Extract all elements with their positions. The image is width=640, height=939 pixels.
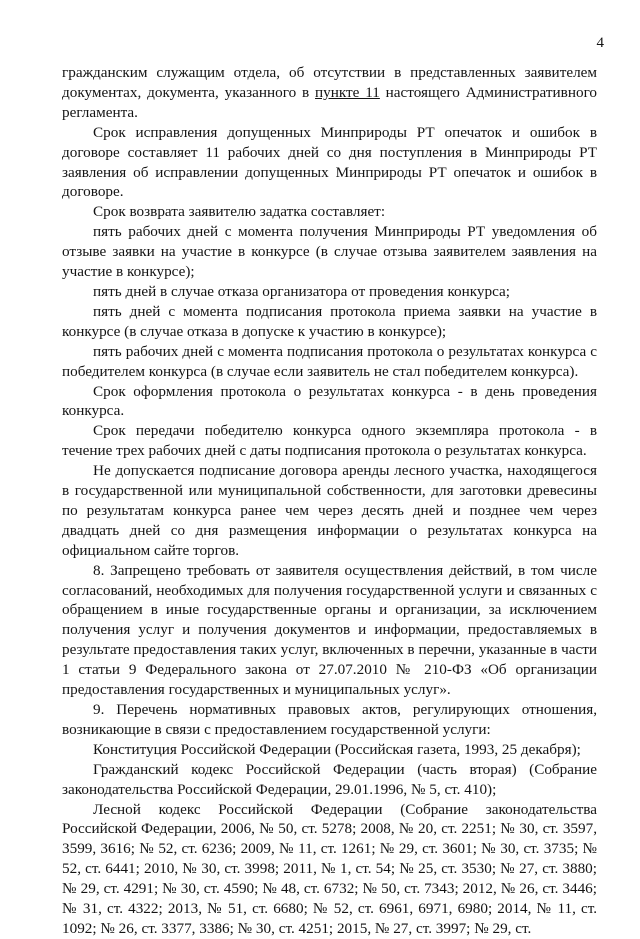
paragraph-text: Не допускается подписание договора аренды лесного участка, находящегося в государственной или муниципальной собственности, для заготовки древесины по результатам конкурса ранее чем через десять дней и позднее чем через двадцать дней со дня размещения информации о результатах конкурса на официальном сайте торгов. [62, 462, 597, 559]
paragraph-text: 9. Перечень нормативных правовых актов, регулирующих отношения, возникающие в связи с предоставлением государственной услуги: [62, 701, 597, 738]
page-number: 4 [596, 35, 604, 51]
paragraph-text: Срок оформления протокола о результатах конкурса - в день проведения конкурса. [62, 382, 597, 420]
paragraph [62, 302, 597, 342]
paragraph-text: Срок передачи победителю конкурса одного экземпляра протокола - в течение трех рабочих дней с даты подписания протокола о результатах конкурса. [62, 422, 597, 460]
paragraph-text: 8. Запрещено требовать от заявителя осуществления действий, в том числе согласований, необходимых для получения государственной услуги и связанных с обращением в иные государственные органы и организации, за исключением получения услуг и получения документов и информации, предоставляемых в результате предоставления таких услуг, включенных в перечни, указанные в части 1 статьи 9 Федерального закона от 27.07.2010 № 210-ФЗ «Об организации предоставления государственных и муниципальных услуг». [62, 561, 597, 699]
paragraph [62, 561, 597, 700]
paragraph [62, 222, 597, 282]
paragraph-text: настоящего Административного регламента. [62, 83, 598, 121]
paragraph [62, 421, 597, 461]
paragraph-text: Конституция Российской Федерации (Российская газета, 1993, 25 декабря); [93, 740, 581, 758]
reference-link[interactable]: пункте 11 [315, 83, 380, 101]
paragraph-text: Гражданский кодекс Российской Федерации (часть вторая) (Собрание законодательства Российской Федерации, 29.01.1996, № 5, ст. 410); [62, 760, 597, 798]
paragraph [62, 700, 597, 740]
paragraph [62, 123, 597, 203]
paragraph [62, 760, 597, 800]
paragraph [62, 740, 597, 760]
paragraph [62, 800, 597, 939]
paragraph-text: пять дней в случае отказа организатора от проведения конкурса; [93, 282, 511, 300]
paragraph [62, 282, 597, 302]
paragraph-text: Срок возврата заявителю задатка составляет: [93, 203, 386, 221]
paragraph [62, 202, 597, 222]
paragraph-text: пять рабочих дней с момента получения Минприроды РТ уведомления об отзыве заявки на участие в конкурсе (в случае отзыва заявителем заявления на участие в конкурсе); [62, 223, 597, 281]
paragraph-text: пять рабочих дней с момента подписания протокола о результатах конкурса с победителем конкурса (в случае если заявитель не стал победителем конкурса). [62, 342, 597, 380]
paragraph-text: гражданским служащим отдела, об отсутствии в представленных заявителем документах, документа, указанного в [62, 64, 597, 101]
paragraph-text: пять дней с момента подписания протокола приема заявки на участие в конкурсе (в случае отказа в допуске к участию в конкурсе); [62, 302, 597, 340]
paragraph-text: Срок исправления допущенных Минприроды РТ опечаток и ошибок в договоре составляет 11 рабочих дней со дня поступления в Минприроды РТ заявления об исправлении допущенных Минприроды РТ опечаток и ошибок в договоре. [62, 123, 597, 201]
paragraph [62, 63, 597, 123]
paragraph [62, 382, 597, 422]
paragraph [62, 461, 597, 561]
paragraph-text: Лесной кодекс Российской Федерации (Собрание законодательства Российской Федерации, 2006, № 50, ст. 5278; 2008, № 20, ст. 2251; № 30, ст. 3597, 3599, 3616; № 52, ст. 6236; 2009, № 11, ст. 1261; № 29, ст. 3601; № 30, ст. 3735; № 52, ст. 6441; 2010, № 30, ст. 3998; 2011, № 1, ст. 54; № 25, ст. 3530; № 27, ст. 3880; № 29, ст. 4291; № 30, ст. 4590; № 48, ст. 6732; № 50, ст. 7343; 2012, № 26, ст. 3446; № 31, ст. 4322; 2013, № 51, ст. 6680; № 52, ст. 6961, 6971, 6980; 2014, № 11, ст. 1092; № 26, ст. 3377, 3386; № 30, ст. 4251; 2015, № 27, ст. 3997; № 29, ст. [62, 800, 597, 937]
document-body [62, 63, 597, 939]
paragraph [62, 342, 597, 382]
